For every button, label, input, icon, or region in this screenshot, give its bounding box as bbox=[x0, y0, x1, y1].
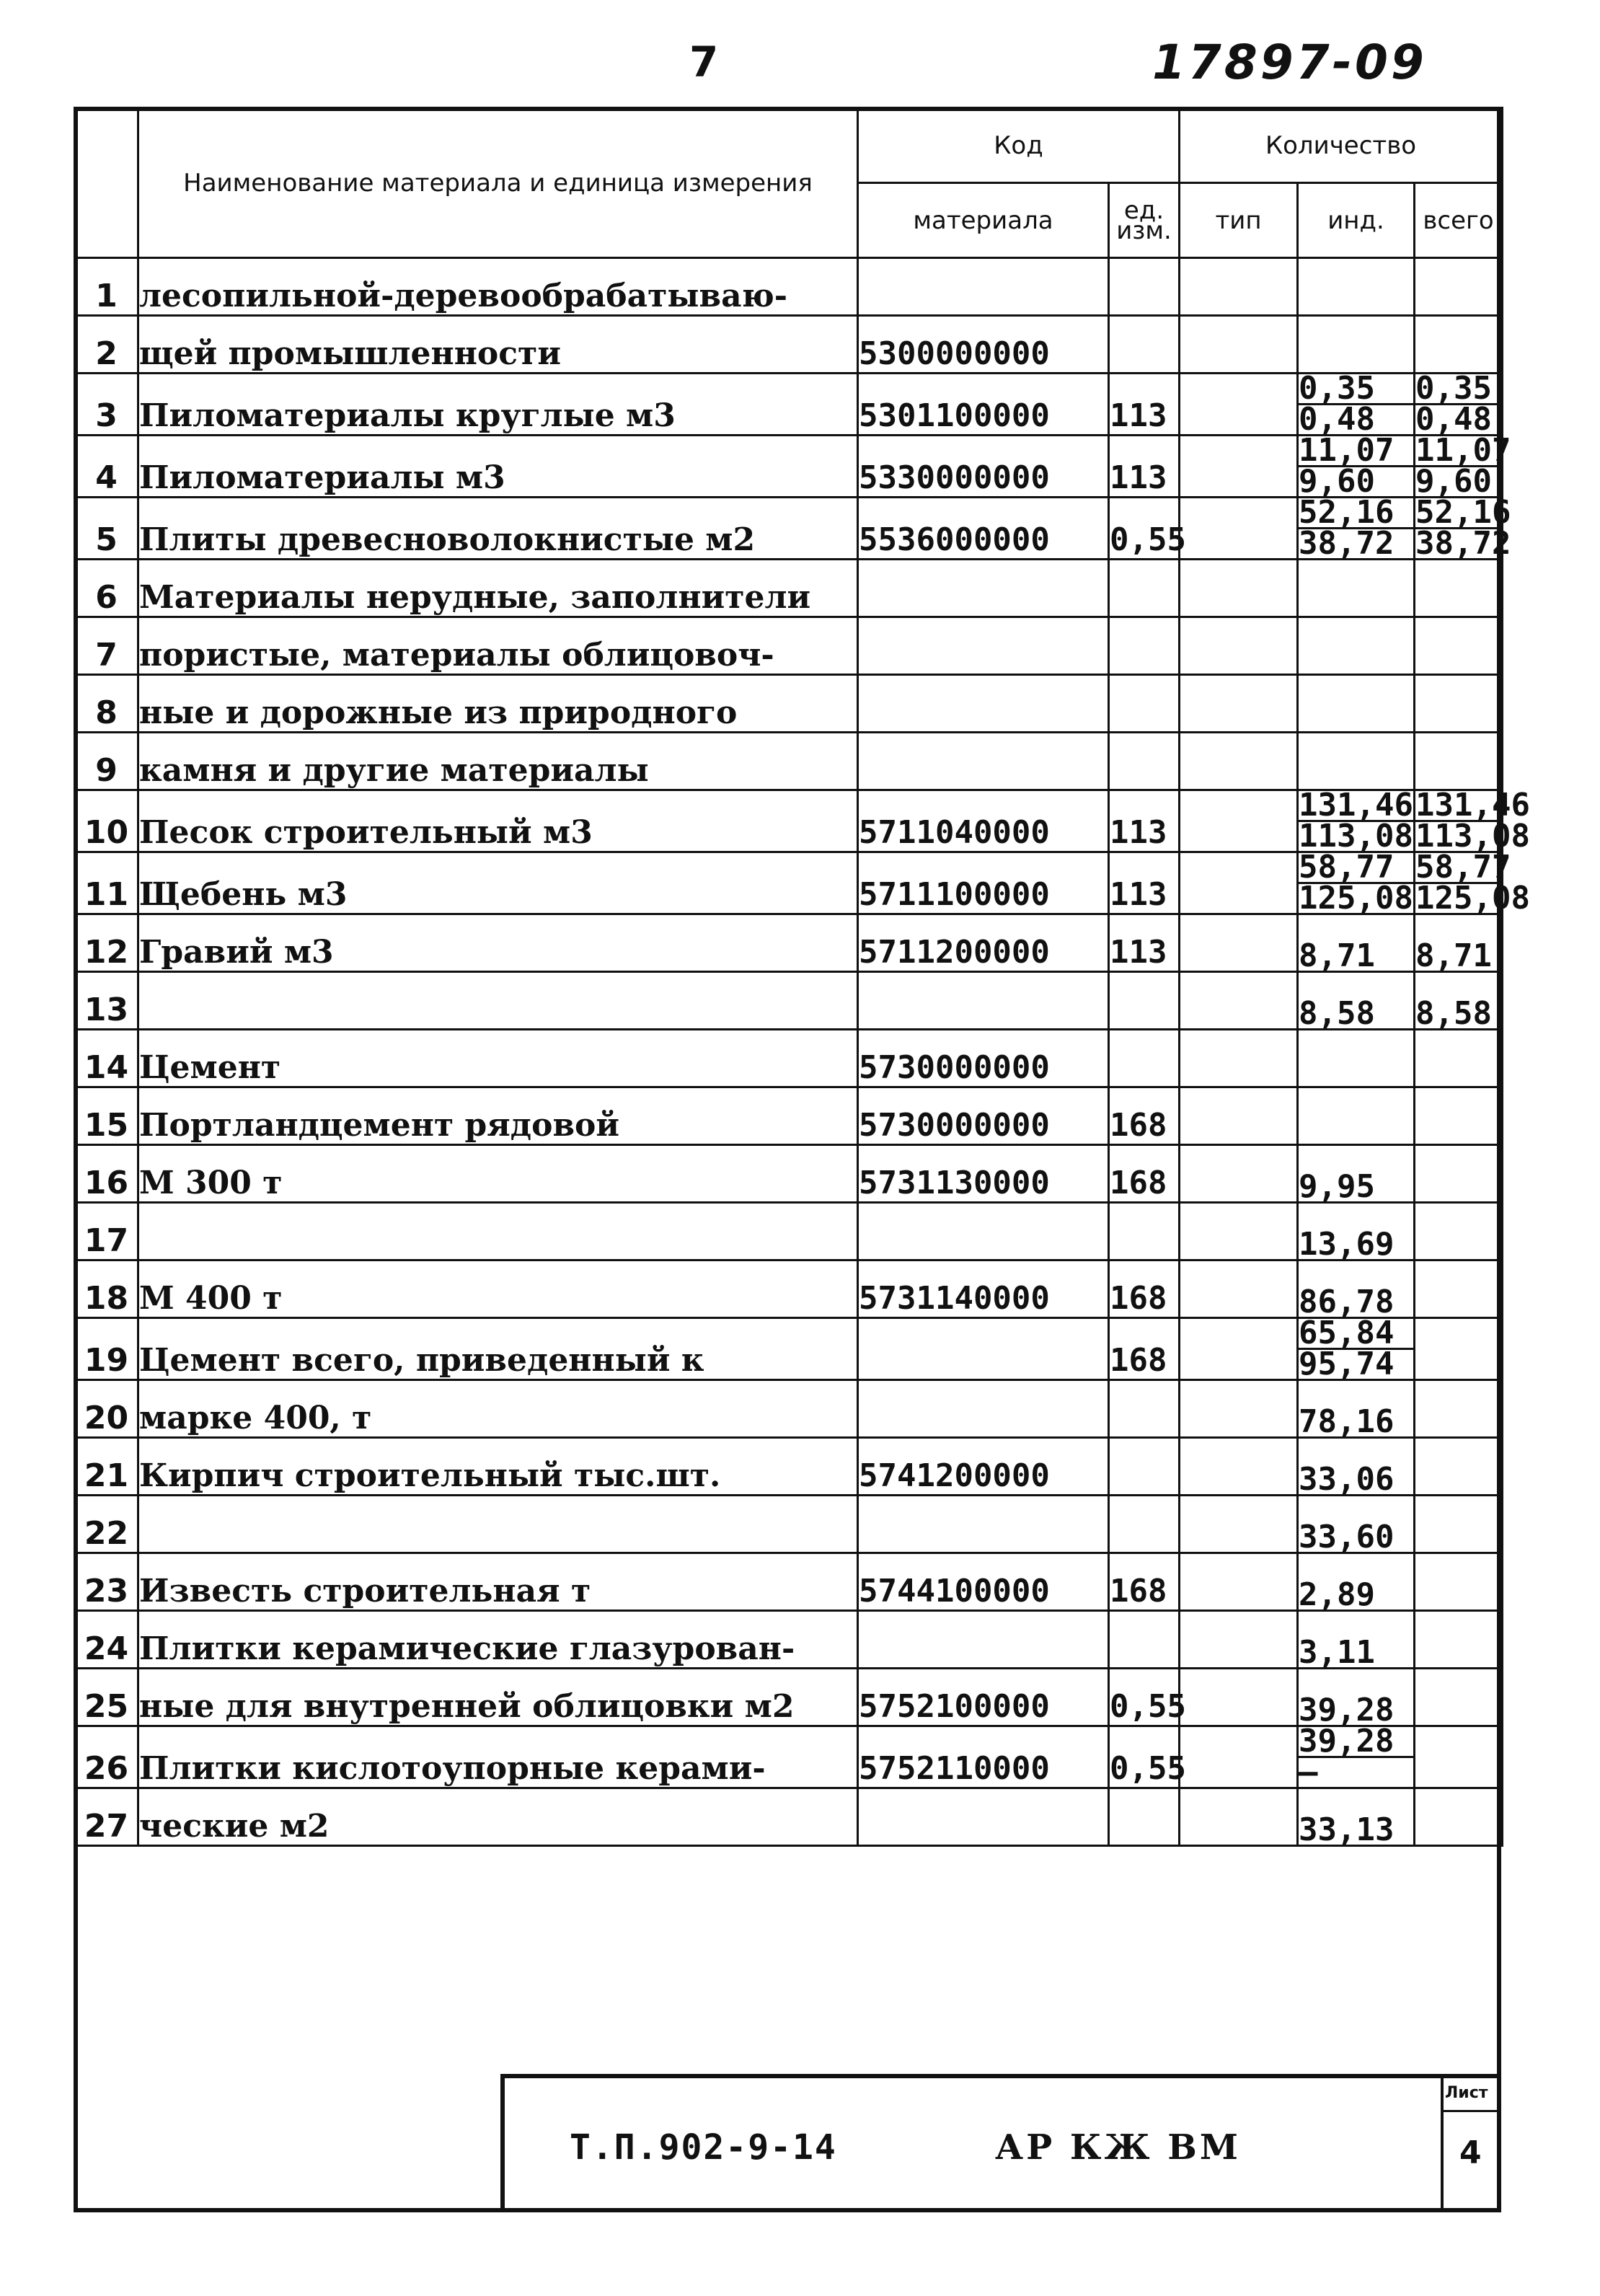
qty-typ bbox=[1180, 258, 1298, 316]
material-code: 5730000000 bbox=[858, 1030, 1109, 1087]
qty-typ bbox=[1180, 1380, 1298, 1438]
material-name: М 400 т bbox=[138, 1260, 858, 1318]
qty-total-value: 8,71 bbox=[1415, 937, 1492, 974]
row-number: 23 bbox=[75, 1553, 138, 1611]
qty-total bbox=[1415, 1611, 1503, 1669]
qty-ind bbox=[1298, 1030, 1415, 1087]
qty-typ bbox=[1180, 790, 1298, 852]
title-block-mark: АР КЖ ВМ bbox=[995, 2127, 1241, 2168]
qty-total bbox=[1415, 494, 1511, 562]
document-code: 17897-09 bbox=[1152, 35, 1427, 90]
table-row bbox=[75, 852, 1503, 914]
qty-ind bbox=[1298, 1669, 1415, 1726]
qty-ind-value: 0,35 bbox=[1299, 374, 1413, 405]
material-code bbox=[858, 972, 1109, 1030]
table-row bbox=[75, 374, 1503, 436]
table-row bbox=[75, 498, 1503, 560]
qty-typ bbox=[1180, 1669, 1298, 1726]
material-code: 5752100000 bbox=[858, 1669, 1109, 1726]
qty-typ bbox=[1180, 1087, 1298, 1145]
qty-ind-alt-value: – bbox=[1299, 1754, 1318, 1791]
row-number: 5 bbox=[75, 498, 138, 560]
qty-ind bbox=[1298, 494, 1415, 562]
qty-total bbox=[1415, 1788, 1503, 1846]
qty-total-value: 8,58 bbox=[1415, 995, 1492, 1032]
table-body bbox=[75, 258, 1530, 1848]
material-name: Щебень м3 bbox=[138, 852, 858, 914]
qty-ind-value: 52,16 bbox=[1299, 498, 1413, 529]
qty-ind bbox=[1298, 316, 1415, 374]
table-row bbox=[75, 1260, 1503, 1318]
table-row bbox=[75, 1553, 1503, 1611]
material-name: камня и другие материалы bbox=[138, 733, 858, 790]
qty-ind-value: 39,28 bbox=[1299, 1727, 1413, 1758]
qty-ind-value: 65,84 bbox=[1299, 1319, 1413, 1350]
qty-total-value: 0,35 bbox=[1415, 374, 1501, 405]
qty-total bbox=[1415, 1380, 1503, 1438]
qty-typ bbox=[1180, 498, 1298, 560]
header-qty-ind: инд. bbox=[1298, 183, 1415, 258]
qty-typ bbox=[1180, 1726, 1298, 1788]
material-name: Плитки керамические глазурован- bbox=[138, 1611, 858, 1669]
unit-code bbox=[1109, 1611, 1180, 1669]
unit-code: 168 bbox=[1109, 1318, 1180, 1380]
qty-typ bbox=[1180, 316, 1298, 374]
qty-ind bbox=[1298, 1611, 1415, 1669]
qty-ind-value: 9,95 bbox=[1299, 1168, 1375, 1205]
row-number: 12 bbox=[75, 914, 138, 972]
material-name: Гравий м3 bbox=[138, 914, 858, 972]
qty-total-alt-value: 38,72 bbox=[1415, 525, 1511, 562]
sheet-number: 4 bbox=[1459, 2134, 1482, 2171]
qty-ind bbox=[1298, 560, 1415, 617]
row-number: 4 bbox=[75, 436, 138, 498]
qty-total bbox=[1415, 1553, 1503, 1611]
material-code: 5730000000 bbox=[858, 1087, 1109, 1145]
table-row bbox=[75, 1145, 1503, 1203]
qty-ind bbox=[1298, 849, 1415, 917]
row-number: 7 bbox=[75, 617, 138, 675]
table-row bbox=[75, 1611, 1503, 1669]
unit-code bbox=[1109, 560, 1180, 617]
qty-typ bbox=[1180, 1438, 1298, 1496]
material-code: 5711100000 bbox=[858, 852, 1109, 914]
qty-ind-value: 11,07 bbox=[1299, 436, 1413, 467]
qty-total-alt-value: 9,60 bbox=[1415, 463, 1492, 500]
qty-total bbox=[1415, 617, 1503, 675]
unit-code bbox=[1109, 675, 1180, 733]
qty-total bbox=[1415, 972, 1503, 1030]
unit-code bbox=[1109, 733, 1180, 790]
material-code bbox=[858, 1788, 1109, 1846]
unit-code: 168 bbox=[1109, 1260, 1180, 1318]
qty-ind-value: 8,58 bbox=[1299, 995, 1375, 1032]
row-number: 26 bbox=[75, 1726, 138, 1788]
table-row bbox=[75, 1669, 1503, 1726]
unit-code: 0,55 bbox=[1109, 1669, 1180, 1726]
row-number: 2 bbox=[75, 316, 138, 374]
unit-code: 168 bbox=[1109, 1087, 1180, 1145]
table-row bbox=[75, 560, 1503, 617]
row-number: 25 bbox=[75, 1669, 138, 1726]
qty-typ bbox=[1180, 733, 1298, 790]
qty-ind-value: 13,69 bbox=[1299, 1226, 1395, 1263]
header-qty-total: всего bbox=[1415, 183, 1503, 258]
material-code: 5301100000 bbox=[858, 374, 1109, 436]
qty-ind bbox=[1298, 1788, 1415, 1846]
qty-total-alt-value: 0,48 bbox=[1415, 401, 1492, 438]
material-code: 5731130000 bbox=[858, 1145, 1109, 1203]
table-row bbox=[75, 1318, 1503, 1380]
unit-code bbox=[1109, 1380, 1180, 1438]
table-row bbox=[75, 1380, 1503, 1438]
material-name: М 300 т bbox=[138, 1145, 858, 1203]
qty-typ bbox=[1180, 675, 1298, 733]
qty-typ bbox=[1180, 436, 1298, 498]
material-code: 5744100000 bbox=[858, 1553, 1109, 1611]
unit-code: 168 bbox=[1109, 1145, 1180, 1203]
qty-ind-alt-value: 9,60 bbox=[1299, 463, 1375, 500]
qty-ind-alt-value: 113,08 bbox=[1299, 818, 1413, 855]
material-code: 5300000000 bbox=[858, 316, 1109, 374]
qty-total-value: 52,16 bbox=[1415, 494, 1511, 531]
row-number: 8 bbox=[75, 675, 138, 733]
table-row bbox=[75, 733, 1503, 790]
row-number: 6 bbox=[75, 560, 138, 617]
qty-total-alt-value: 125,08 bbox=[1415, 880, 1530, 917]
table-row bbox=[75, 1087, 1503, 1145]
material-name: Известь строительная т bbox=[138, 1553, 858, 1611]
qty-total-value: 11,07 bbox=[1415, 432, 1511, 469]
qty-total bbox=[1415, 370, 1503, 438]
row-number: 27 bbox=[75, 1788, 138, 1846]
qty-ind-alt-value: 0,48 bbox=[1299, 401, 1375, 438]
unit-code: 113 bbox=[1109, 436, 1180, 498]
table-row bbox=[75, 1496, 1503, 1553]
row-number: 17 bbox=[75, 1203, 138, 1260]
qty-ind bbox=[1298, 1145, 1415, 1203]
unit-code: 168 bbox=[1109, 1553, 1180, 1611]
header-name: Наименование материала и единица измерения bbox=[138, 108, 858, 258]
qty-total bbox=[1415, 1203, 1503, 1260]
qty-ind-value: 8,71 bbox=[1299, 937, 1375, 974]
unit-code bbox=[1109, 1496, 1180, 1553]
qty-ind-value: 33,60 bbox=[1299, 1519, 1395, 1555]
row-number: 15 bbox=[75, 1087, 138, 1145]
qty-ind-value: 78,16 bbox=[1299, 1403, 1395, 1440]
unit-code bbox=[1109, 972, 1180, 1030]
qty-total bbox=[1415, 1726, 1503, 1788]
qty-typ bbox=[1180, 1260, 1298, 1318]
qty-total-value: 131,46 bbox=[1415, 787, 1530, 824]
qty-ind bbox=[1298, 1438, 1415, 1496]
row-number: 19 bbox=[75, 1318, 138, 1380]
row-number: 24 bbox=[75, 1611, 138, 1669]
table-row bbox=[75, 316, 1503, 374]
unit-code bbox=[1109, 617, 1180, 675]
qty-ind bbox=[1298, 617, 1415, 675]
material-code: 5741200000 bbox=[858, 1438, 1109, 1496]
table-row bbox=[75, 1438, 1503, 1496]
material-code bbox=[858, 617, 1109, 675]
qty-typ bbox=[1180, 1496, 1298, 1553]
qty-total bbox=[1415, 1496, 1503, 1553]
material-name: Плиты древесноволокнистые м2 bbox=[138, 498, 858, 560]
header-code-group: Код bbox=[858, 108, 1180, 183]
table-row bbox=[75, 914, 1503, 972]
unit-code: 113 bbox=[1109, 374, 1180, 436]
qty-ind bbox=[1298, 432, 1415, 500]
row-number: 13 bbox=[75, 972, 138, 1030]
material-name: Цемент всего, приведенный к bbox=[138, 1318, 858, 1380]
qty-total bbox=[1415, 1145, 1503, 1203]
material-code bbox=[858, 733, 1109, 790]
unit-code bbox=[1109, 258, 1180, 316]
qty-total bbox=[1415, 1260, 1503, 1318]
unit-code: 113 bbox=[1109, 914, 1180, 972]
unit-code bbox=[1109, 1030, 1180, 1087]
table-row bbox=[75, 675, 1503, 733]
row-number: 20 bbox=[75, 1380, 138, 1438]
qty-typ bbox=[1180, 1030, 1298, 1087]
qty-ind bbox=[1298, 675, 1415, 733]
qty-ind bbox=[1298, 914, 1415, 972]
qty-ind bbox=[1298, 370, 1415, 438]
unit-code: 113 bbox=[1109, 852, 1180, 914]
row-number: 1 bbox=[75, 258, 138, 316]
unit-code: 0,55 bbox=[1109, 1726, 1180, 1788]
qty-ind-value: 58,77 bbox=[1299, 853, 1413, 884]
qty-total bbox=[1415, 560, 1503, 617]
table-row bbox=[75, 790, 1503, 852]
qty-typ bbox=[1180, 852, 1298, 914]
row-number: 11 bbox=[75, 852, 138, 914]
material-name: пористые, материалы облицовоч- bbox=[138, 617, 858, 675]
qty-typ bbox=[1180, 617, 1298, 675]
qty-ind-value: 131,46 bbox=[1299, 787, 1413, 824]
qty-ind-value: 33,06 bbox=[1299, 1461, 1395, 1498]
qty-ind bbox=[1298, 787, 1415, 855]
row-number: 16 bbox=[75, 1145, 138, 1203]
row-number: 3 bbox=[75, 374, 138, 436]
material-name: Кирпич строительный тыс.шт. bbox=[138, 1438, 858, 1496]
material-name: Песок строительный м3 bbox=[138, 790, 858, 852]
qty-ind-value: 33,13 bbox=[1299, 1811, 1395, 1848]
qty-ind bbox=[1298, 1260, 1415, 1318]
row-number: 22 bbox=[75, 1496, 138, 1553]
row-number: 21 bbox=[75, 1438, 138, 1496]
material-name bbox=[138, 1203, 858, 1260]
table-row bbox=[75, 1788, 1503, 1846]
qty-ind bbox=[1298, 1723, 1415, 1791]
material-code: 5711040000 bbox=[858, 790, 1109, 852]
qty-typ bbox=[1180, 914, 1298, 972]
qty-total bbox=[1415, 675, 1503, 733]
header-code-material: материала bbox=[858, 183, 1109, 258]
qty-total bbox=[1415, 1318, 1503, 1380]
qty-typ bbox=[1180, 1318, 1298, 1380]
table-row bbox=[75, 258, 1503, 316]
row-number: 9 bbox=[75, 733, 138, 790]
qty-ind-alt-value: 125,08 bbox=[1299, 880, 1413, 917]
qty-total-alt-value: 113,08 bbox=[1415, 818, 1530, 855]
header-qty-group: Количество bbox=[1180, 108, 1503, 183]
header-row-number bbox=[75, 108, 138, 258]
material-name: Пиломатериалы круглые м3 bbox=[138, 374, 858, 436]
material-code bbox=[858, 675, 1109, 733]
material-code bbox=[858, 1611, 1109, 1669]
qty-ind bbox=[1298, 1553, 1415, 1611]
table-row bbox=[75, 617, 1503, 675]
material-name bbox=[138, 972, 858, 1030]
header-code-unit: ед. изм. bbox=[1109, 183, 1180, 258]
qty-total bbox=[1415, 1030, 1503, 1087]
qty-ind bbox=[1298, 1087, 1415, 1145]
material-code: 5711200000 bbox=[858, 914, 1109, 972]
qty-total-value: 58,77 bbox=[1415, 849, 1511, 886]
qty-total bbox=[1415, 1087, 1503, 1145]
qty-ind-value: 3,11 bbox=[1299, 1634, 1375, 1671]
material-name: лесопильной-деревообрабатываю- bbox=[138, 258, 858, 316]
qty-total bbox=[1415, 1438, 1503, 1496]
qty-total bbox=[1415, 733, 1503, 790]
material-name: ные для внутренней облицовки м2 bbox=[138, 1669, 858, 1726]
qty-typ bbox=[1180, 560, 1298, 617]
material-name: Плитки кислотоупорные керами- bbox=[138, 1726, 858, 1788]
unit-code bbox=[1109, 316, 1180, 374]
header-qty-typ: тип bbox=[1180, 183, 1298, 258]
qty-ind bbox=[1298, 1203, 1415, 1263]
material-name: Материалы нерудные, заполнители bbox=[138, 560, 858, 617]
material-name: Пиломатериалы м3 bbox=[138, 436, 858, 498]
material-name: ные и дорожные из природного bbox=[138, 675, 858, 733]
material-name: Цемент bbox=[138, 1030, 858, 1087]
sheet-label: Лист bbox=[1445, 2084, 1488, 2102]
sheet-divider bbox=[1441, 2110, 1501, 2112]
qty-ind bbox=[1298, 1496, 1415, 1553]
unit-code bbox=[1109, 1438, 1180, 1496]
material-code bbox=[858, 1380, 1109, 1438]
qty-ind bbox=[1298, 1315, 1415, 1382]
qty-total bbox=[1415, 849, 1530, 917]
qty-typ bbox=[1180, 1553, 1298, 1611]
table-row bbox=[75, 1030, 1503, 1087]
material-code bbox=[858, 1203, 1109, 1260]
qty-total bbox=[1415, 258, 1503, 316]
qty-ind-value: 39,28 bbox=[1299, 1692, 1395, 1728]
qty-typ bbox=[1180, 1145, 1298, 1203]
table-row bbox=[75, 1726, 1503, 1788]
material-name bbox=[138, 1496, 858, 1553]
qty-total bbox=[1415, 432, 1511, 500]
qty-ind-value: 2,89 bbox=[1299, 1576, 1375, 1613]
materials-table bbox=[74, 107, 1530, 1848]
table-row bbox=[75, 1203, 1503, 1260]
material-code bbox=[858, 560, 1109, 617]
table-row bbox=[75, 972, 1503, 1030]
material-code bbox=[858, 258, 1109, 316]
material-name: щей промышленности bbox=[138, 316, 858, 374]
table-row bbox=[75, 436, 1503, 498]
qty-ind bbox=[1298, 1380, 1415, 1438]
material-code: 5731140000 bbox=[858, 1260, 1109, 1318]
qty-total bbox=[1415, 914, 1503, 972]
qty-typ bbox=[1180, 1788, 1298, 1846]
page-number: 7 bbox=[689, 37, 719, 87]
qty-total bbox=[1415, 316, 1503, 374]
qty-ind bbox=[1298, 972, 1415, 1030]
qty-ind-alt-value: 95,74 bbox=[1299, 1346, 1395, 1382]
qty-typ bbox=[1180, 1611, 1298, 1669]
qty-total bbox=[1415, 787, 1530, 855]
title-block-code: Т.П.902-9-14 bbox=[570, 2127, 837, 2168]
unit-code bbox=[1109, 1203, 1180, 1260]
material-code: 5752110000 bbox=[858, 1726, 1109, 1788]
material-code: 5330000000 bbox=[858, 436, 1109, 498]
qty-ind-value: 86,78 bbox=[1299, 1284, 1395, 1320]
qty-typ bbox=[1180, 1203, 1298, 1260]
material-name: марке 400, т bbox=[138, 1380, 858, 1438]
qty-typ bbox=[1180, 972, 1298, 1030]
material-name: ческие м2 bbox=[138, 1788, 858, 1846]
row-number: 18 bbox=[75, 1260, 138, 1318]
unit-code: 0,55 bbox=[1109, 498, 1180, 560]
unit-code: 113 bbox=[1109, 790, 1180, 852]
qty-total bbox=[1415, 1669, 1503, 1726]
unit-code bbox=[1109, 1788, 1180, 1846]
material-code bbox=[858, 1318, 1109, 1380]
qty-ind bbox=[1298, 258, 1415, 316]
qty-ind-alt-value: 38,72 bbox=[1299, 525, 1395, 562]
material-name: Портландцемент рядовой bbox=[138, 1087, 858, 1145]
qty-ind bbox=[1298, 733, 1415, 790]
row-number: 14 bbox=[75, 1030, 138, 1087]
qty-typ bbox=[1180, 374, 1298, 436]
material-code bbox=[858, 1496, 1109, 1553]
row-number: 10 bbox=[75, 790, 138, 852]
material-code: 5536000000 bbox=[858, 498, 1109, 560]
